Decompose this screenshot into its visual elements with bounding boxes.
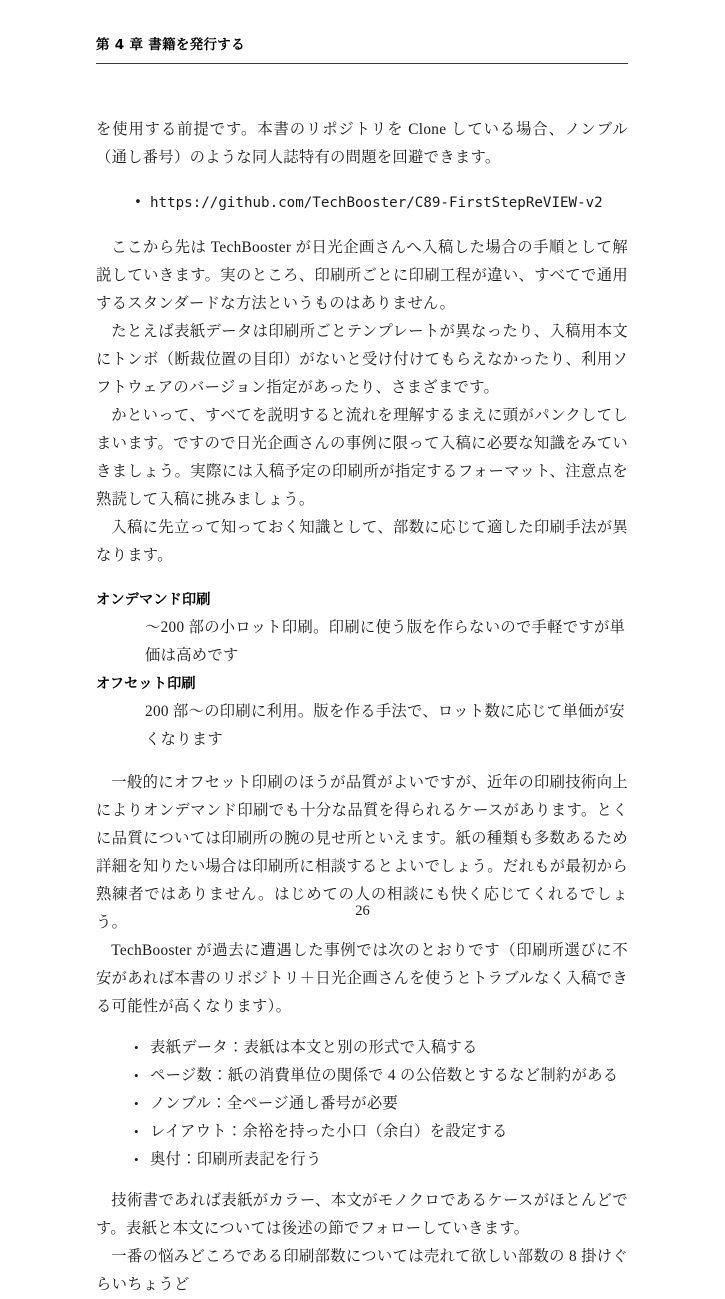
spacer [96,754,628,769]
list-item: • ノンブル：全ページ通し番号が必要 [96,1090,628,1118]
paragraph-6: 一般的にオフセット印刷のほうが品質がよいですが、近年の印刷技術向上によりオンデマンド印刷でも十分な品質を得られるケースがあります。とくに品質については印刷所の腕の見せ所といえます。紙の種類も多数あるため詳細を知りたい場合は印刷所に相談するとよいでしょう。だれもが最初から熟練者ではありません。はじめての人の相談にも快く応じてくれるでしょう。 [96,774,628,931]
spacer [96,570,628,586]
list-item: • 奥付：印刷所表記を行う [96,1146,628,1174]
paragraph-2: ここから先は TechBooster が日光企画さんへ入稿した場合の手順として解説していきます。実のところ、印刷所ごとに印刷工程が違い、すべてで通用するスタンダードな方法というものはありません。 [96,239,628,312]
submission-checklist [96,1034,628,1174]
paragraph-8: 技術書であれば表紙がカラー、本文がモノクロであるケースがほとんどです。表紙と本文については後述の節でフォローしていきます。 [96,1192,628,1237]
spacer [96,1174,628,1187]
list-item[interactable]: • https://github.com/TechBooster/C89-FirstStepReVIEW-v2 [96,189,628,217]
chapter-title: 第 4 章 書籍を発行する [96,37,245,53]
definition-description: 〜200 部の小ロット印刷。印刷に使う版を作らないので手軽ですが単価は高めです [145,619,626,664]
definition-term: オフセット印刷 [96,676,196,692]
paragraph-9: 一番の悩みどころである印刷部数については売れて欲しい部数の 8 掛けぐらいちょうど [96,1248,628,1293]
list-item: • レイアウト：余裕を持った小口（余白）を設定する [96,1118,628,1146]
paragraph-5: 入稿に先立って知っておく知識として、部数に応じて適した印刷手法が異なります。 [96,519,628,564]
spacer [96,217,628,234]
body-content [96,116,628,1299]
definition-description: 200 部〜の印刷に利用。版を作る手法で、ロット数に応じて単価が安くなります [145,703,625,748]
list-item: • 表紙データ：表紙は本文と別の形式で入稿する [96,1034,628,1062]
page-number: 26 [355,903,370,919]
spacer [96,172,628,189]
definition-term: オンデマンド印刷 [96,592,211,608]
print-method-definition-list [96,586,628,754]
list-item: • ページ数：紙の消費単位の関係で 4 の公倍数とするなど制約がある [96,1062,628,1090]
running-header [96,33,628,53]
spacer [96,1021,628,1034]
header-rule [96,63,628,64]
paragraph-3: たとえば表紙データは印刷所ごとテンプレートが異なったり、入稿用本文にトンボ（断裁位置の目印）がないと受け付けてもらえなかったり、利用ソフトウェアのバージョン指定があったり、さまざまです。 [96,323,628,396]
paragraph-7: TechBooster が過去に遭遇した事例では次のとおりです（印刷所選びに不安があれば本書のリポジトリ＋日光企画さんを使うとトラブルなく入稿できる可能性が高くなります）。 [96,942,628,1015]
paragraph-1: を使用する前提です。本書のリポジトリを Clone している場合、ノンブル（通し番号）のような同人誌特有の問題を回避できます。 [96,121,628,166]
repository-url-list [96,189,628,217]
paragraph-4: かといって、すべてを説明すると流れを理解するまえに頭がパンクしてしまいます。ですので日光企画さんの事例に限って入稿に必要な知識をみていきましょう。実際には入稿予定の印刷所が指定するフォーマット、注意点を熟読して入稿に挑みましょう。 [96,407,628,508]
